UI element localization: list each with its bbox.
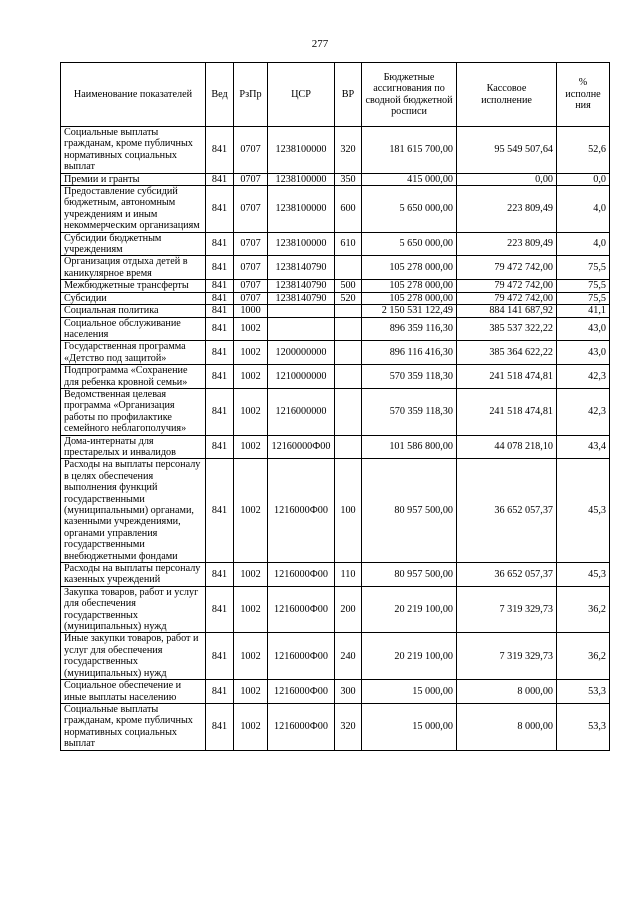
cell-csr: 12160000Ф00 xyxy=(268,435,335,459)
cell-cash: 7 319 329,73 xyxy=(457,586,557,633)
cell-budget: 20 219 100,00 xyxy=(362,633,457,680)
cell-name: Подпрограмма «Сохранение для ребенка кровной семьи» xyxy=(61,365,206,389)
cell-vr: 500 xyxy=(335,280,362,292)
cell-pct: 4,0 xyxy=(557,232,610,256)
header-rzpr: РзПр xyxy=(234,63,268,127)
cell-csr: 1238100000 xyxy=(268,232,335,256)
cell-pct: 43,0 xyxy=(557,317,610,341)
cell-cash: 241 518 474,81 xyxy=(457,388,557,435)
cell-cash: 79 472 742,00 xyxy=(457,256,557,280)
cell-pct: 36,2 xyxy=(557,633,610,680)
table-row xyxy=(61,388,610,435)
cell-ved: 841 xyxy=(206,703,234,750)
cell-pct: 53,3 xyxy=(557,703,610,750)
cell-name: Социальные выплаты гражданам, кроме публичных нормативных социальных выплат xyxy=(61,127,206,174)
table-body xyxy=(61,127,610,751)
cell-vr: 110 xyxy=(335,563,362,587)
cell-csr: 1216000Ф00 xyxy=(268,680,335,704)
budget-execution-table xyxy=(60,62,610,751)
cell-csr: 1216000Ф00 xyxy=(268,633,335,680)
cell-cash: 241 518 474,81 xyxy=(457,365,557,389)
table-row xyxy=(61,680,610,704)
cell-budget: 101 586 800,00 xyxy=(362,435,457,459)
cell-ved: 841 xyxy=(206,256,234,280)
cell-rzpr: 1002 xyxy=(234,563,268,587)
cell-ved: 841 xyxy=(206,459,234,563)
cell-csr xyxy=(268,317,335,341)
cell-vr: 350 xyxy=(335,173,362,185)
table-row xyxy=(61,365,610,389)
cell-csr: 1200000000 xyxy=(268,341,335,365)
cell-csr: 1238100000 xyxy=(268,127,335,174)
cell-vr xyxy=(335,341,362,365)
cell-pct: 75,5 xyxy=(557,256,610,280)
table-row xyxy=(61,459,610,563)
table-row xyxy=(61,232,610,256)
table-row xyxy=(61,341,610,365)
cell-ved: 841 xyxy=(206,633,234,680)
cell-budget: 80 957 500,00 xyxy=(362,459,457,563)
cell-budget: 5 650 000,00 xyxy=(362,186,457,233)
cell-rzpr: 1002 xyxy=(234,388,268,435)
cell-budget: 15 000,00 xyxy=(362,703,457,750)
cell-cash: 385 364 622,22 xyxy=(457,341,557,365)
cell-vr: 320 xyxy=(335,703,362,750)
cell-pct: 43,0 xyxy=(557,341,610,365)
header-csr: ЦСР xyxy=(268,63,335,127)
table-header xyxy=(61,63,610,127)
cell-name: Социальное обслуживание населения xyxy=(61,317,206,341)
cell-csr: 1238140790 xyxy=(268,256,335,280)
cell-csr: 1216000000 xyxy=(268,388,335,435)
table-row xyxy=(61,563,610,587)
page-number: 277 xyxy=(311,38,329,50)
cell-pct: 4,0 xyxy=(557,186,610,233)
cell-vr xyxy=(335,317,362,341)
cell-cash: 95 549 507,64 xyxy=(457,127,557,174)
table-row xyxy=(61,292,610,304)
cell-name: Субсидии бюджетным учреждениям xyxy=(61,232,206,256)
cell-name: Социальные выплаты гражданам, кроме публичных нормативных социальных выплат xyxy=(61,703,206,750)
cell-rzpr: 1002 xyxy=(234,703,268,750)
cell-cash: 223 809,49 xyxy=(457,186,557,233)
cell-cash: 7 319 329,73 xyxy=(457,633,557,680)
cell-rzpr: 1002 xyxy=(234,435,268,459)
cell-name: Расходы на выплаты персоналу казенных учреждений xyxy=(61,563,206,587)
cell-csr: 1216000Ф00 xyxy=(268,459,335,563)
cell-csr: 1238100000 xyxy=(268,186,335,233)
cell-name: Организация отдыха детей в каникулярное время xyxy=(61,256,206,280)
table-row xyxy=(61,435,610,459)
cell-ved: 841 xyxy=(206,680,234,704)
cell-rzpr: 0707 xyxy=(234,280,268,292)
cell-rzpr: 0707 xyxy=(234,186,268,233)
cell-rzpr: 1002 xyxy=(234,586,268,633)
cell-budget: 570 359 118,30 xyxy=(362,388,457,435)
table-row xyxy=(61,633,610,680)
table-row xyxy=(61,173,610,185)
cell-ved: 841 xyxy=(206,341,234,365)
cell-budget: 896 116 416,30 xyxy=(362,341,457,365)
table-row xyxy=(61,305,610,317)
cell-vr: 600 xyxy=(335,186,362,233)
table-row xyxy=(61,280,610,292)
cell-name: Предоставление субсидий бюджетным, автономным учреждениям и иным некоммерческим организациям xyxy=(61,186,206,233)
cell-rzpr: 1002 xyxy=(234,317,268,341)
cell-cash: 8 000,00 xyxy=(457,680,557,704)
header-vr: ВР xyxy=(335,63,362,127)
cell-ved: 841 xyxy=(206,435,234,459)
table-row xyxy=(61,127,610,174)
cell-ved: 841 xyxy=(206,186,234,233)
cell-ved: 841 xyxy=(206,563,234,587)
cell-rzpr: 0707 xyxy=(234,232,268,256)
cell-vr: 300 xyxy=(335,680,362,704)
header-pct: % исполне ния xyxy=(557,63,610,127)
cell-rzpr: 0707 xyxy=(234,256,268,280)
cell-cash: 79 472 742,00 xyxy=(457,280,557,292)
cell-pct: 53,3 xyxy=(557,680,610,704)
cell-cash: 44 078 218,10 xyxy=(457,435,557,459)
cell-csr: 1238140790 xyxy=(268,292,335,304)
cell-pct: 52,6 xyxy=(557,127,610,174)
cell-cash: 884 141 687,92 xyxy=(457,305,557,317)
cell-pct: 42,3 xyxy=(557,365,610,389)
cell-vr: 100 xyxy=(335,459,362,563)
cell-budget: 2 150 531 122,49 xyxy=(362,305,457,317)
cell-budget: 181 615 700,00 xyxy=(362,127,457,174)
cell-ved: 841 xyxy=(206,586,234,633)
cell-rzpr: 1002 xyxy=(234,341,268,365)
cell-cash: 223 809,49 xyxy=(457,232,557,256)
cell-rzpr: 0707 xyxy=(234,127,268,174)
cell-name: Дома-интернаты для престарелых и инвалидов xyxy=(61,435,206,459)
cell-vr: 200 xyxy=(335,586,362,633)
table-row xyxy=(61,186,610,233)
cell-vr xyxy=(335,435,362,459)
header-ved: Вед xyxy=(206,63,234,127)
cell-ved: 841 xyxy=(206,305,234,317)
cell-ved: 841 xyxy=(206,127,234,174)
cell-ved: 841 xyxy=(206,280,234,292)
cell-csr: 1210000000 xyxy=(268,365,335,389)
cell-name: Субсидии xyxy=(61,292,206,304)
cell-name: Межбюджетные трансферты xyxy=(61,280,206,292)
cell-vr xyxy=(335,256,362,280)
cell-budget: 15 000,00 xyxy=(362,680,457,704)
cell-ved: 841 xyxy=(206,173,234,185)
cell-name: Социальная политика xyxy=(61,305,206,317)
cell-pct: 36,2 xyxy=(557,586,610,633)
cell-pct: 42,3 xyxy=(557,388,610,435)
table-row xyxy=(61,703,610,750)
table-row xyxy=(61,586,610,633)
cell-rzpr: 0707 xyxy=(234,173,268,185)
cell-rzpr: 1002 xyxy=(234,680,268,704)
cell-vr: 240 xyxy=(335,633,362,680)
cell-vr xyxy=(335,388,362,435)
cell-cash: 0,00 xyxy=(457,173,557,185)
cell-name: Закупка товаров, работ и услуг для обеспечения государственных (муниципальных) нужд xyxy=(61,586,206,633)
cell-budget: 896 359 116,30 xyxy=(362,317,457,341)
cell-csr: 1216000Ф00 xyxy=(268,563,335,587)
cell-csr xyxy=(268,305,335,317)
cell-pct: 43,4 xyxy=(557,435,610,459)
cell-name: Государственная программа «Детство под защитой» xyxy=(61,341,206,365)
header-cash: Кассовое исполнение xyxy=(457,63,557,127)
cell-ved: 841 xyxy=(206,388,234,435)
cell-budget: 105 278 000,00 xyxy=(362,280,457,292)
cell-csr: 1216000Ф00 xyxy=(268,586,335,633)
cell-ved: 841 xyxy=(206,232,234,256)
cell-name: Ведомственная целевая программа «Организация работы по профилактике семейного неблагополучия» xyxy=(61,388,206,435)
cell-rzpr: 1002 xyxy=(234,459,268,563)
cell-budget: 5 650 000,00 xyxy=(362,232,457,256)
cell-vr xyxy=(335,305,362,317)
cell-name: Социальное обеспечение и иные выплаты населению xyxy=(61,680,206,704)
cell-pct: 75,5 xyxy=(557,280,610,292)
cell-pct: 0,0 xyxy=(557,173,610,185)
cell-budget: 105 278 000,00 xyxy=(362,292,457,304)
cell-budget: 20 219 100,00 xyxy=(362,586,457,633)
cell-pct: 41,1 xyxy=(557,305,610,317)
cell-pct: 45,3 xyxy=(557,563,610,587)
cell-name: Расходы на выплаты персоналу в целях обеспечения выполнения функций государственными (муниципальными) органами, казенными учреждениями, органами управления государственными внебюджетными фондами xyxy=(61,459,206,563)
cell-budget: 80 957 500,00 xyxy=(362,563,457,587)
cell-budget: 105 278 000,00 xyxy=(362,256,457,280)
cell-ved: 841 xyxy=(206,292,234,304)
cell-budget: 415 000,00 xyxy=(362,173,457,185)
cell-vr xyxy=(335,365,362,389)
cell-cash: 36 652 057,37 xyxy=(457,563,557,587)
cell-budget: 570 359 118,30 xyxy=(362,365,457,389)
header-budget: Бюджетные ассигнования по сводной бюджетной росписи xyxy=(362,63,457,127)
cell-vr: 320 xyxy=(335,127,362,174)
header-name: Наименование показателей xyxy=(61,63,206,127)
table-row xyxy=(61,256,610,280)
cell-name: Премии и гранты xyxy=(61,173,206,185)
cell-vr: 610 xyxy=(335,232,362,256)
cell-rzpr: 1002 xyxy=(234,365,268,389)
cell-rzpr: 0707 xyxy=(234,292,268,304)
table-row xyxy=(61,317,610,341)
cell-rzpr: 1000 xyxy=(234,305,268,317)
cell-pct: 75,5 xyxy=(557,292,610,304)
cell-csr: 1238100000 xyxy=(268,173,335,185)
cell-cash: 36 652 057,37 xyxy=(457,459,557,563)
cell-ved: 841 xyxy=(206,365,234,389)
cell-name: Иные закупки товаров, работ и услуг для обеспечения государственных (муниципальных) нужд xyxy=(61,633,206,680)
cell-cash: 79 472 742,00 xyxy=(457,292,557,304)
cell-ved: 841 xyxy=(206,317,234,341)
cell-vr: 520 xyxy=(335,292,362,304)
cell-cash: 8 000,00 xyxy=(457,703,557,750)
cell-csr: 1238140790 xyxy=(268,280,335,292)
cell-rzpr: 1002 xyxy=(234,633,268,680)
cell-cash: 385 537 322,22 xyxy=(457,317,557,341)
cell-csr: 1216000Ф00 xyxy=(268,703,335,750)
cell-pct: 45,3 xyxy=(557,459,610,563)
